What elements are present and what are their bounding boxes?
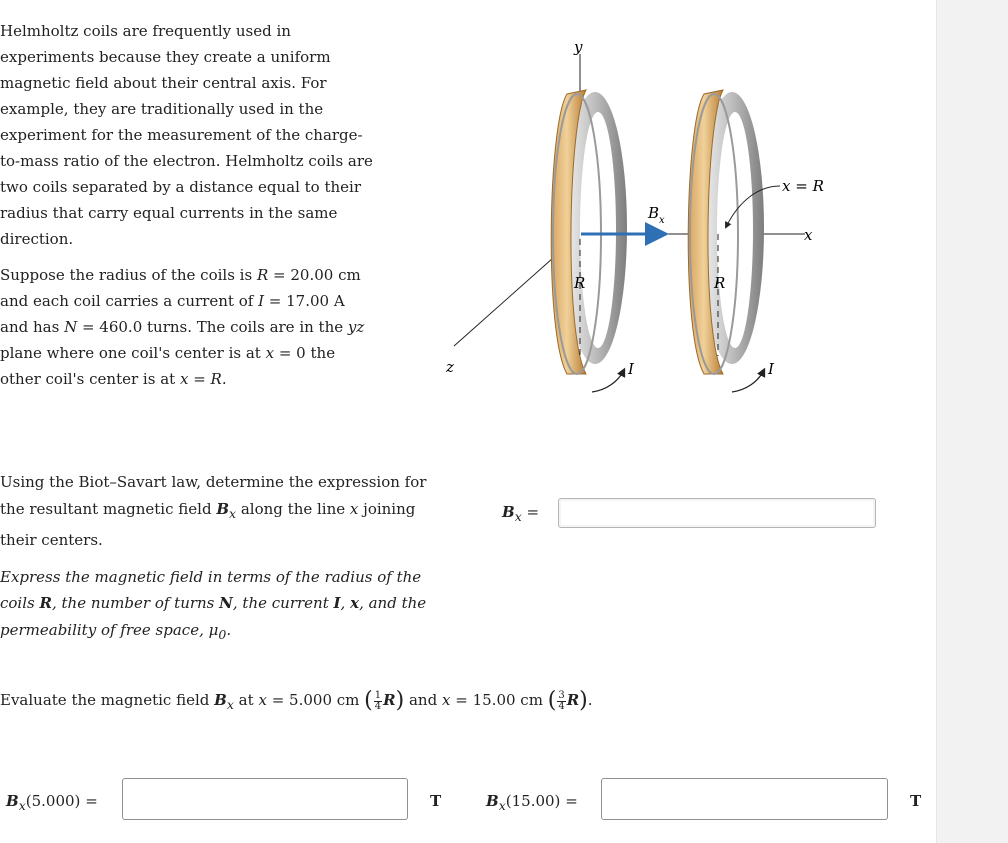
fraction-one-quarter: $\frac{1}{4}$ (374, 689, 382, 712)
radius-label-left: R (574, 274, 586, 292)
right-gutter (936, 0, 1008, 843)
x-equals-r-label: x = R (782, 177, 824, 195)
current-label-left: I (628, 360, 634, 378)
question-2-text: Evaluate the magnetic field $B_x$ at x = 5.000 cm ( $\frac{1}{4}$ R) and x = 15.00 cm ( $\frac{3}{4}$ R). (0, 688, 593, 713)
bx-5-unit: T (430, 792, 442, 810)
bx-15-label: $B_x(15.00)$ = (486, 792, 578, 813)
bx-expression-input[interactable] (558, 498, 876, 528)
intro-paragraph-2: Suppose the radius of the coils is R = 20.00 cm and each coil carries a current of I = 17.00 A and has N = 460.0 turns. The coils are in the yz plane where one coil's center is at x = 0 the other coil's center is at x = R. (0, 266, 365, 388)
bx-answer-label: $B_x$ = (502, 503, 540, 524)
current-arrow-right (732, 370, 764, 392)
bx-label: $B_x$ (648, 204, 665, 226)
question-1 (0, 469, 440, 648)
intro-text (0, 18, 375, 392)
current-arrow-left (592, 370, 624, 392)
intro-paragraph-1: Helmholtz coils are frequently used in experiments because they create a uniform magnetic field about their central axis. For example, they are traditionally used in the experiment for the measurement of the charge-to-mass ratio of the electron. Helmholtz coils are two coils separated by a distance equal to their radius that carry equal currents in the same direction. (0, 22, 373, 248)
bx-15-input[interactable] (601, 778, 888, 820)
radius-label-right: R (714, 274, 726, 292)
bx-5-input[interactable] (122, 778, 408, 820)
helmholtz-coils-figure (440, 34, 840, 400)
bx-15-unit: T (910, 792, 922, 810)
y-axis-label: y (574, 38, 583, 56)
fraction-three-quarters: $\frac{3}{4}$ (558, 689, 565, 712)
bx-5-label: $B_x(5.000)$ = (6, 792, 98, 813)
question-1-text: Using the Biot–Savart law, determine the expression for the resultant magnetic field $B_x$ along the line x joining their centers. (0, 473, 427, 549)
z-axis-label: z (446, 358, 454, 376)
coil-right (688, 90, 764, 374)
x-axis-label: x (804, 226, 813, 244)
coil-left (551, 90, 627, 374)
question-1-instructions: Express the magnetic field in terms of the radius of the coils R, the number of turns N, the current I, x, and the permeability of free space, $\mu_0$. (0, 567, 427, 642)
current-label-right: I (768, 360, 774, 378)
